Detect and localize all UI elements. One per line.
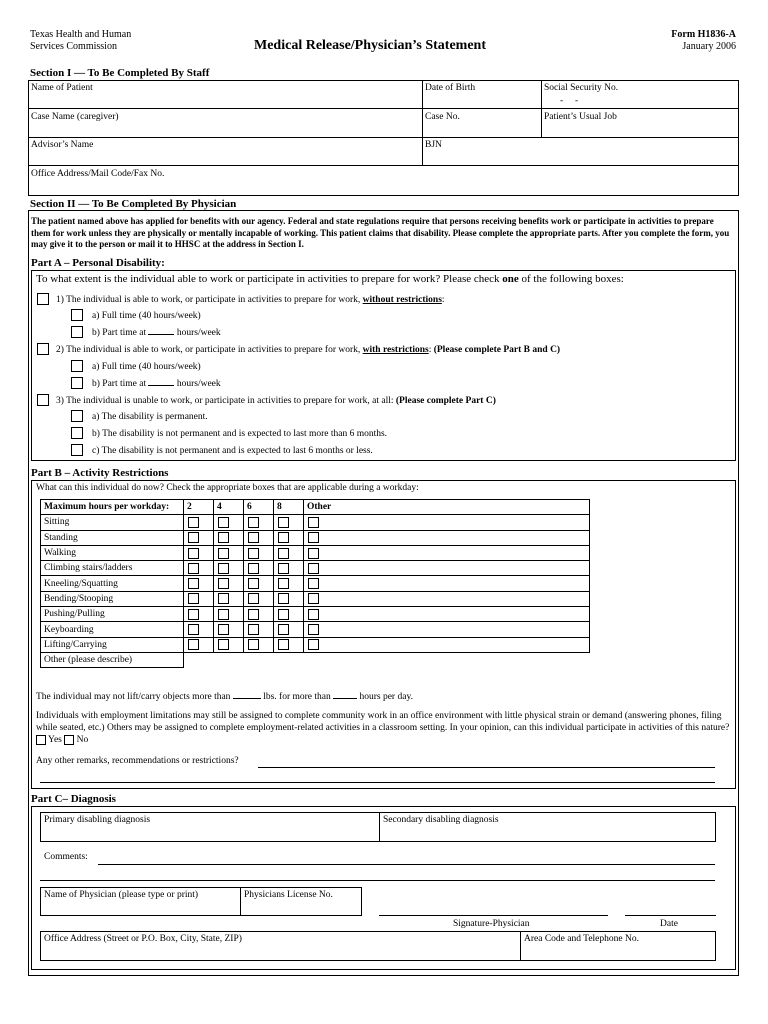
activity-label: Pushing/Pulling <box>41 607 184 622</box>
ssn-field[interactable]: Social Security No. <box>544 83 619 93</box>
hour-checkbox[interactable] <box>218 639 229 650</box>
lift-text-mid: lbs. for more than <box>263 692 331 702</box>
hour-cell <box>274 515 304 530</box>
hour-cell <box>274 637 304 652</box>
hour-checkbox[interactable] <box>278 532 289 543</box>
opt2b-text: b) Part time at <box>92 379 147 389</box>
lift-text-pre: The individual may not lift/carry objects more than <box>36 692 231 702</box>
activity-label: Lifting/Carrying <box>41 637 184 652</box>
divider <box>28 137 739 138</box>
hour-column-header: 2 <box>184 500 214 515</box>
opt1-label <box>56 295 445 305</box>
partC-title: Part C– Diagnosis <box>31 793 116 805</box>
opt3a-label: a) The disability is permanent. <box>92 412 208 422</box>
partA-title: Part A – Personal Disability: <box>31 257 165 269</box>
comments-label: Comments: <box>44 852 88 862</box>
lift-lbs-field[interactable] <box>233 698 261 699</box>
hour-checkbox[interactable] <box>278 593 289 604</box>
hour-cell <box>214 591 244 606</box>
hour-cell <box>274 622 304 637</box>
partA-question-one: one <box>502 273 519 285</box>
hour-cell <box>214 515 244 530</box>
hour-cell <box>304 545 590 560</box>
bjn-field[interactable]: BJN <box>425 140 442 150</box>
yes-label: Yes <box>48 735 62 745</box>
table-header-cell: Maximum hours per workday: <box>41 500 184 515</box>
hour-column-header: 8 <box>274 500 304 515</box>
opt3c-label: c) The disability is not permanent and is expected to last 6 months or less. <box>92 446 373 456</box>
comments-field-line2[interactable] <box>40 880 715 881</box>
hour-checkbox[interactable] <box>218 609 229 620</box>
hour-checkbox[interactable] <box>218 548 229 559</box>
hour-cell <box>304 576 590 591</box>
hour-cell <box>304 622 590 637</box>
no-checkbox[interactable] <box>64 735 74 745</box>
other-activity-label: Other (please describe) <box>41 652 184 667</box>
hour-cell <box>184 622 214 637</box>
hour-checkbox[interactable] <box>248 609 259 620</box>
opt1-text: 1) The individual is able to work, or participate in activities to prepare for work, <box>56 295 363 305</box>
hour-cell <box>244 622 274 637</box>
opt3a-checkbox[interactable] <box>71 410 83 422</box>
community-work-question <box>36 710 730 746</box>
hour-cell <box>244 637 274 652</box>
opt1b-suffix: hours/week <box>176 328 221 338</box>
activity-label: Keyboarding <box>41 622 184 637</box>
hour-cell <box>214 607 244 622</box>
lift-hours-field[interactable] <box>333 698 357 699</box>
hour-cell <box>244 530 274 545</box>
table-row <box>41 576 590 591</box>
hour-cell <box>304 530 590 545</box>
partA-question-pre: To what extent is the individual able to work or participate in activities to prepare for work? Please check <box>36 273 503 285</box>
physician-name-field[interactable]: Name of Physician (please type or print) <box>44 890 199 900</box>
opt2-label <box>56 345 560 355</box>
hour-checkbox[interactable] <box>278 563 289 574</box>
divider <box>422 80 423 165</box>
section1-title: Section I — To Be Completed By Staff <box>30 67 210 79</box>
opt2-instruction: (Please complete Part B and C) <box>433 345 561 355</box>
opt3b-checkbox[interactable] <box>71 427 83 439</box>
hour-checkbox[interactable] <box>308 578 319 589</box>
opt2b-suffix: hours/week <box>176 379 221 389</box>
hour-checkbox[interactable] <box>218 624 229 635</box>
hour-checkbox[interactable] <box>188 517 199 528</box>
opt1a-checkbox[interactable] <box>71 309 83 321</box>
signature-field[interactable] <box>379 915 608 916</box>
hour-cell <box>274 591 304 606</box>
hour-cell <box>274 607 304 622</box>
hour-checkbox[interactable] <box>308 639 319 650</box>
other-activity-field[interactable] <box>184 652 590 667</box>
hour-cell <box>274 576 304 591</box>
opt3-text: 3) The individual is unable to work, or participate in activities to prepare for work, at all: <box>56 396 396 406</box>
partA-question-post: of the following boxes: <box>518 273 624 285</box>
divider <box>240 887 241 916</box>
hour-cell <box>184 637 214 652</box>
hour-checkbox[interactable] <box>248 517 259 528</box>
comments-field-line1[interactable] <box>98 864 715 865</box>
hour-cell <box>274 561 304 576</box>
opt1b-label <box>92 328 221 338</box>
section2-title: Section II — To Be Completed By Physician <box>30 198 237 210</box>
name-of-patient-field[interactable]: Name of Patient <box>31 83 93 93</box>
divider <box>520 931 521 961</box>
hour-cell <box>214 545 244 560</box>
opt2a-label: a) Full time (40 hours/week) <box>92 362 201 372</box>
activity-table <box>40 499 590 668</box>
hour-checkbox[interactable] <box>248 532 259 543</box>
section2-intro: The patient named above has applied for benefits with our agency. Federal and state regulations require that persons receiving benefits work or participate in activities to prepare them for work unless they are physically or mentally incapable of working. This patient claims that disability. Please complete the appropriate parts. After you complete the form, you may give it to the person or mail it to HHSC at the address in Section I. <box>31 216 730 249</box>
hour-checkbox[interactable] <box>278 578 289 589</box>
divider <box>379 812 380 842</box>
opt2a-checkbox[interactable] <box>71 360 83 372</box>
hour-checkbox[interactable] <box>308 548 319 559</box>
table-row <box>41 530 590 545</box>
hour-checkbox[interactable] <box>218 517 229 528</box>
hour-cell <box>244 561 274 576</box>
opt3c-checkbox[interactable] <box>71 444 83 456</box>
form-number-text: Form H1836-A <box>671 29 736 40</box>
table-row <box>41 637 590 652</box>
date-field[interactable] <box>625 915 716 916</box>
opt3-checkbox[interactable] <box>37 394 49 406</box>
lift-restriction <box>36 692 413 702</box>
hour-cell <box>184 607 214 622</box>
activity-label: Sitting <box>41 515 184 530</box>
opt3-label <box>56 396 496 406</box>
activity-label: Walking <box>41 545 184 560</box>
hour-checkbox[interactable] <box>248 624 259 635</box>
table-row <box>41 607 590 622</box>
hour-cell <box>274 545 304 560</box>
primary-diagnosis-field[interactable]: Primary disabling diagnosis <box>44 815 151 825</box>
hour-cell <box>184 591 214 606</box>
hour-cell <box>214 637 244 652</box>
hour-cell <box>304 515 590 530</box>
table-row <box>41 515 590 530</box>
hour-checkbox[interactable] <box>308 593 319 604</box>
table-header-row <box>41 500 590 515</box>
activity-label: Bending/Stooping <box>41 591 184 606</box>
hour-checkbox[interactable] <box>308 517 319 528</box>
hour-checkbox[interactable] <box>308 624 319 635</box>
activity-label: Kneeling/Squatting <box>41 576 184 591</box>
hour-cell <box>214 622 244 637</box>
hour-checkbox[interactable] <box>188 548 199 559</box>
divider <box>28 165 739 166</box>
opt2-text: 2) The individual is able to work, or participate in activities to prepare for work, <box>56 345 363 355</box>
hour-cell <box>184 530 214 545</box>
hour-column-header: Other <box>304 500 590 515</box>
agency-line2: Services Commission <box>30 40 117 52</box>
hour-checkbox[interactable] <box>188 578 199 589</box>
lift-text-post: hours per day. <box>359 692 413 702</box>
hour-cell <box>244 515 274 530</box>
hour-checkbox[interactable] <box>218 563 229 574</box>
opt1a-label: a) Full time (40 hours/week) <box>92 311 201 321</box>
hour-cell <box>184 545 214 560</box>
hour-checkbox[interactable] <box>278 639 289 650</box>
hour-checkbox[interactable] <box>248 563 259 574</box>
table-row <box>41 545 590 560</box>
date-of-birth-field[interactable]: Date of Birth <box>425 83 476 93</box>
hour-checkbox[interactable] <box>188 609 199 620</box>
hour-checkbox[interactable] <box>188 593 199 604</box>
divider <box>28 108 739 109</box>
table-row <box>41 622 590 637</box>
form-date: January 2006 <box>682 41 736 52</box>
hour-cell <box>244 545 274 560</box>
hour-cell <box>184 515 214 530</box>
agency-line1: Texas Health and Human <box>30 29 132 40</box>
opt3b-label: b) The disability is not permanent and is expected to last more than 6 months. <box>92 429 388 439</box>
hour-cell <box>304 591 590 606</box>
activity-label: Standing <box>41 530 184 545</box>
secondary-diagnosis-field[interactable]: Secondary disabling diagnosis <box>383 815 499 825</box>
hour-cell <box>274 530 304 545</box>
date-label: Date <box>660 919 678 929</box>
hour-checkbox[interactable] <box>218 532 229 543</box>
hour-checkbox[interactable] <box>308 532 319 543</box>
remarks-field-line2[interactable] <box>40 782 715 783</box>
hour-checkbox[interactable] <box>248 593 259 604</box>
opt3-instruction: (Please complete Part C) <box>395 396 496 406</box>
divider <box>541 80 542 137</box>
opt2b-hours-field[interactable] <box>148 385 174 386</box>
physician-office-address-field[interactable]: Office Address (Street or P.O. Box, City, State, ZIP) <box>44 934 242 944</box>
hour-checkbox[interactable] <box>248 639 259 650</box>
hour-cell <box>214 561 244 576</box>
case-no-field[interactable]: Case No. <box>425 112 460 122</box>
hour-column-header: 4 <box>214 500 244 515</box>
table-row <box>41 561 590 576</box>
hour-column-header: 6 <box>244 500 274 515</box>
hour-checkbox[interactable] <box>278 517 289 528</box>
opt2b-label <box>92 379 221 389</box>
hour-checkbox[interactable] <box>248 578 259 589</box>
advisor-name-field[interactable]: Advisor’s Name <box>31 140 94 150</box>
opt2-checkbox[interactable] <box>37 343 49 355</box>
table-row-other <box>41 652 590 667</box>
office-address-field[interactable]: Office Address/Mail Code/Fax No. <box>31 169 165 179</box>
activity-label: Climbing stairs/ladders <box>41 561 184 576</box>
hour-checkbox[interactable] <box>248 548 259 559</box>
hour-cell <box>214 530 244 545</box>
hour-checkbox[interactable] <box>188 563 199 574</box>
hour-checkbox[interactable] <box>308 563 319 574</box>
hour-cell <box>244 591 274 606</box>
opt1-emphasis: without restrictions <box>362 295 442 305</box>
hour-checkbox[interactable] <box>188 532 199 543</box>
form-number <box>671 29 736 53</box>
partB-question: What can this individual do now? Check the appropriate boxes that are applicable during a workday: <box>36 483 419 493</box>
license-no-field[interactable]: Physicians License No. <box>244 890 333 900</box>
hour-checkbox[interactable] <box>308 609 319 620</box>
hour-checkbox[interactable] <box>188 639 199 650</box>
opt2b-checkbox[interactable] <box>71 377 83 389</box>
hour-checkbox[interactable] <box>278 609 289 620</box>
hour-cell <box>304 561 590 576</box>
yes-checkbox[interactable] <box>36 735 46 745</box>
opt1-colon: : <box>441 295 445 305</box>
usual-job-field[interactable]: Patient’s Usual Job <box>544 112 617 122</box>
ssn-dashes: - - <box>560 96 579 106</box>
hour-checkbox[interactable] <box>278 548 289 559</box>
opt2-colon: : <box>428 345 434 355</box>
opt1b-checkbox[interactable] <box>71 326 83 338</box>
no-label: No <box>76 735 89 745</box>
remarks-label: Any other remarks, recommendations or restrictions? <box>36 756 239 766</box>
hour-checkbox[interactable] <box>218 578 229 589</box>
hour-checkbox[interactable] <box>218 593 229 604</box>
hour-checkbox[interactable] <box>188 624 199 635</box>
hour-cell <box>214 576 244 591</box>
hour-cell <box>184 561 214 576</box>
opt1b-hours-field[interactable] <box>148 334 174 335</box>
remarks-field-line1[interactable] <box>258 767 715 768</box>
opt1b-text: b) Part time at <box>92 328 147 338</box>
hour-cell <box>304 637 590 652</box>
form-title: Medical Release/Physician’s Statement <box>254 38 486 53</box>
opt1-checkbox[interactable] <box>37 293 49 305</box>
hour-cell <box>244 607 274 622</box>
hour-cell <box>244 576 274 591</box>
partA-question <box>36 273 624 285</box>
partB-title: Part B – Activity Restrictions <box>31 467 169 479</box>
opt2-emphasis: with restrictions <box>362 345 429 355</box>
table-row <box>41 591 590 606</box>
hour-checkbox[interactable] <box>278 624 289 635</box>
hour-cell <box>184 576 214 591</box>
case-name-field[interactable]: Case Name (caregiver) <box>31 112 119 122</box>
hour-cell <box>304 607 590 622</box>
signature-label: Signature-Physician <box>453 919 530 929</box>
phone-field[interactable]: Area Code and Telephone No. <box>524 934 639 944</box>
community-text: Individuals with employment limitations may still be assigned to complete community work in an office environment with little physical strain or demand (answering phones, filing while seated, etc.) Others may be assigned to complete employment-related activities in a classroom setting. In your opinion, can this individual participate in activities of this nature? <box>36 711 730 733</box>
